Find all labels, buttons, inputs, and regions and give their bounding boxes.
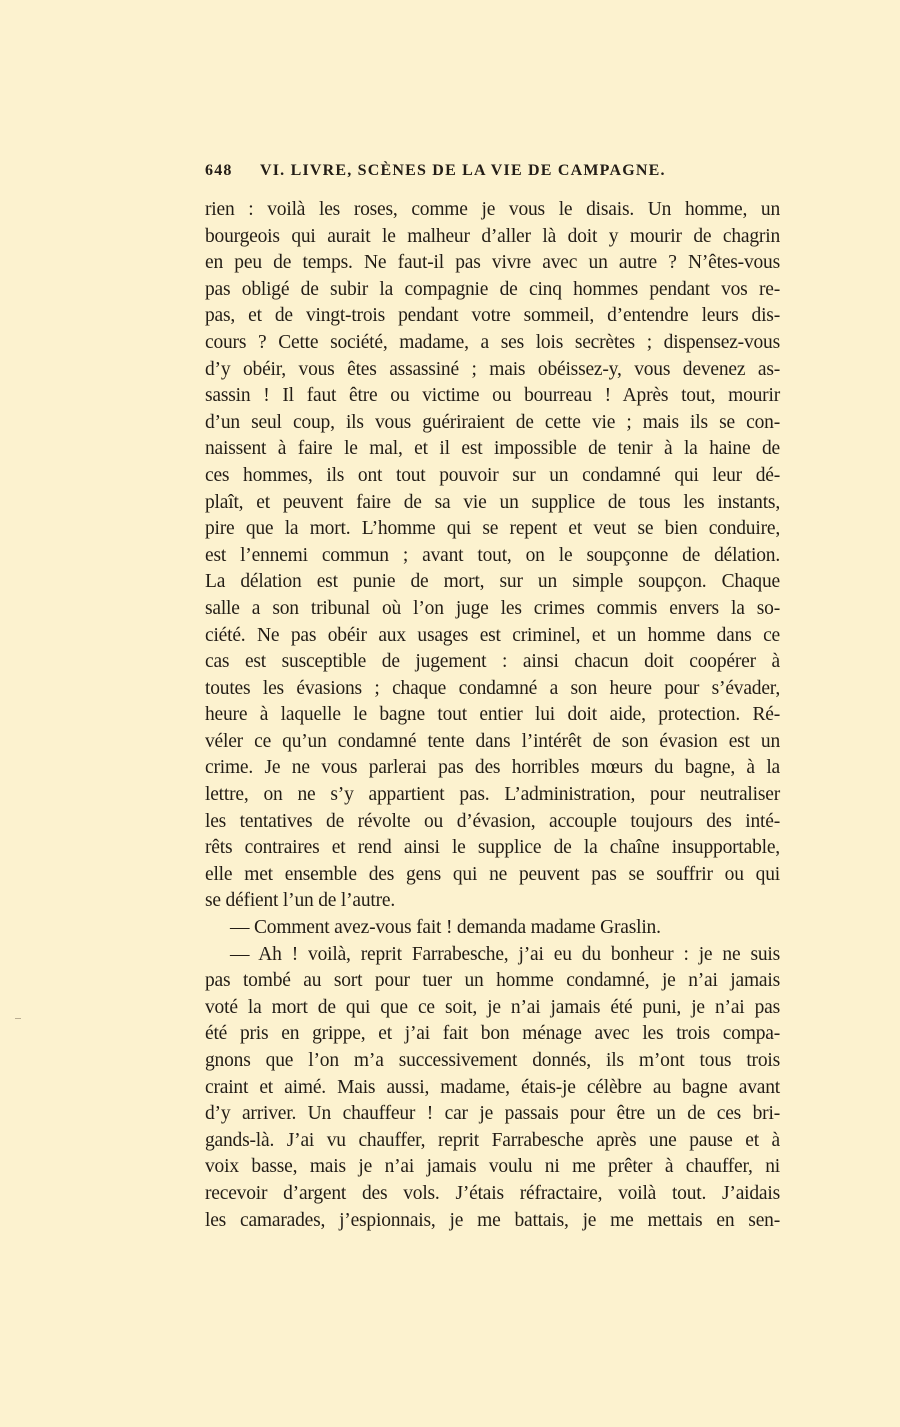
text-line: voté la mort de qui que ce soit, je n’ai jamais été puni, je n’ai pas xyxy=(205,996,780,1018)
text-line: les camarades, j’espionnais, je me battais, je me mettais en sen- xyxy=(205,1209,780,1231)
running-title: VI. LIVRE, SCÈNES DE LA VIE DE CAMPAGNE. xyxy=(260,162,666,179)
text-line: d’y arriver. Un chauffeur ! car je passais pour être un de ces bri- xyxy=(205,1103,780,1125)
page-body-text xyxy=(205,197,780,1234)
text-line: cas est susceptible de jugement : ainsi chacun doit coopérer à xyxy=(205,651,780,673)
text-line: rien : voilà les roses, comme je vous le disais. Un homme, un xyxy=(205,199,780,220)
scan-mark xyxy=(15,1018,21,1019)
text-line: sassin ! Il faut être ou victime ou bourreau ! Après tout, mourir xyxy=(205,385,780,407)
text-line: se défient l’un de l’autre. xyxy=(205,890,396,912)
text-line: naissent à faire le mal, et il est impossible de tenir à la haine de xyxy=(205,438,780,460)
text-line: salle a son tribunal où l’on juge les crimes commis envers la so- xyxy=(205,597,780,619)
text-line: toutes les évasions ; chaque condamné a son heure pour s’évader, xyxy=(205,677,780,699)
text-line: bourgeois qui aurait le malheur d’aller là doit y mourir de chagrin xyxy=(205,225,780,247)
text-line: lettre, on ne s’y appartient pas. L’administration, pour neutraliser xyxy=(205,784,780,806)
text-line: d’un seul coup, ils vous guériraient de cette vie ; mais ils se con- xyxy=(205,411,780,433)
text-line: elle met ensemble des gens qui ne peuvent pas se souffrir ou qui xyxy=(205,863,780,885)
text-line: est l’ennemi commun ; avant tout, on le soupçonne de délation. xyxy=(205,544,780,566)
text-line: pire que la mort. L’homme qui se repent et veut se bien conduire, xyxy=(205,518,780,540)
text-line: gnons que l’on m’a successivement donnés, ils m’ont tous trois xyxy=(205,1050,780,1071)
text-line: rêts contraires et rend ainsi le supplice de la chaîne insupportable, xyxy=(205,837,780,859)
text-line: voix basse, mais je n’ai jamais voulu ni me prêter à chauffer, ni xyxy=(205,1156,780,1178)
text-line: cours ? Cette société, madame, a ses lois secrètes ; dispensez-vous xyxy=(205,331,780,353)
text-line: — Comment avez-vous fait ! demanda madame Graslin. xyxy=(230,917,661,939)
page-number: 648 xyxy=(205,162,233,179)
text-line: craint et aimé. Mais aussi, madame, étais-je célèbre au bagne avant xyxy=(205,1076,780,1098)
text-line: en peu de temps. Ne faut-il pas vivre avec un autre ? N’êtes-vous xyxy=(205,252,780,274)
text-line: gands-là. J’ai vu chauffer, reprit Farrabesche après une pause et à xyxy=(205,1129,780,1151)
text-line: crime. Je ne vous parlerai pas des horribles mœurs du bagne, à la xyxy=(205,757,780,779)
text-line: recevoir d’argent des vols. J’étais réfractaire, voilà tout. J’aidais xyxy=(205,1182,780,1204)
text-line: — Ah ! voilà, reprit Farrabesche, j’ai eu du bonheur : je ne suis xyxy=(230,943,780,965)
text-line: ciété. Ne pas obéir aux usages est criminel, et un homme dans ce xyxy=(205,624,780,646)
running-header xyxy=(205,162,705,186)
text-line: d’y obéir, vous êtes assassiné ; mais obéissez-y, vous devenez as- xyxy=(205,358,780,380)
text-line: ces hommes, ils ont tout pouvoir sur un condamné qui leur dé- xyxy=(205,464,780,486)
text-line: véler ce qu’un condamné tente dans l’intérêt de son évasion est un xyxy=(205,730,780,752)
text-line: pas tombé au sort pour tuer un homme condamné, je n’ai jamais xyxy=(205,970,780,992)
text-line: pas, et de vingt-trois pendant votre sommeil, d’entendre leurs dis- xyxy=(205,305,780,327)
text-line: La délation est punie de mort, sur un simple soupçon. Chaque xyxy=(205,571,780,593)
text-line: les tentatives de révolte ou d’évasion, accouple toujours des inté- xyxy=(205,810,780,832)
text-line: pas obligé de subir la compagnie de cinq hommes pendant vos re- xyxy=(205,278,780,300)
text-line: été pris en grippe, et j’ai fait bon ménage avec les trois compa- xyxy=(205,1023,780,1045)
text-line: plaît, et peuvent faire de sa vie un supplice de tous les instants, xyxy=(205,491,780,513)
text-line: heure à laquelle le bagne tout entier lui doit aide, protection. Ré- xyxy=(205,704,780,726)
